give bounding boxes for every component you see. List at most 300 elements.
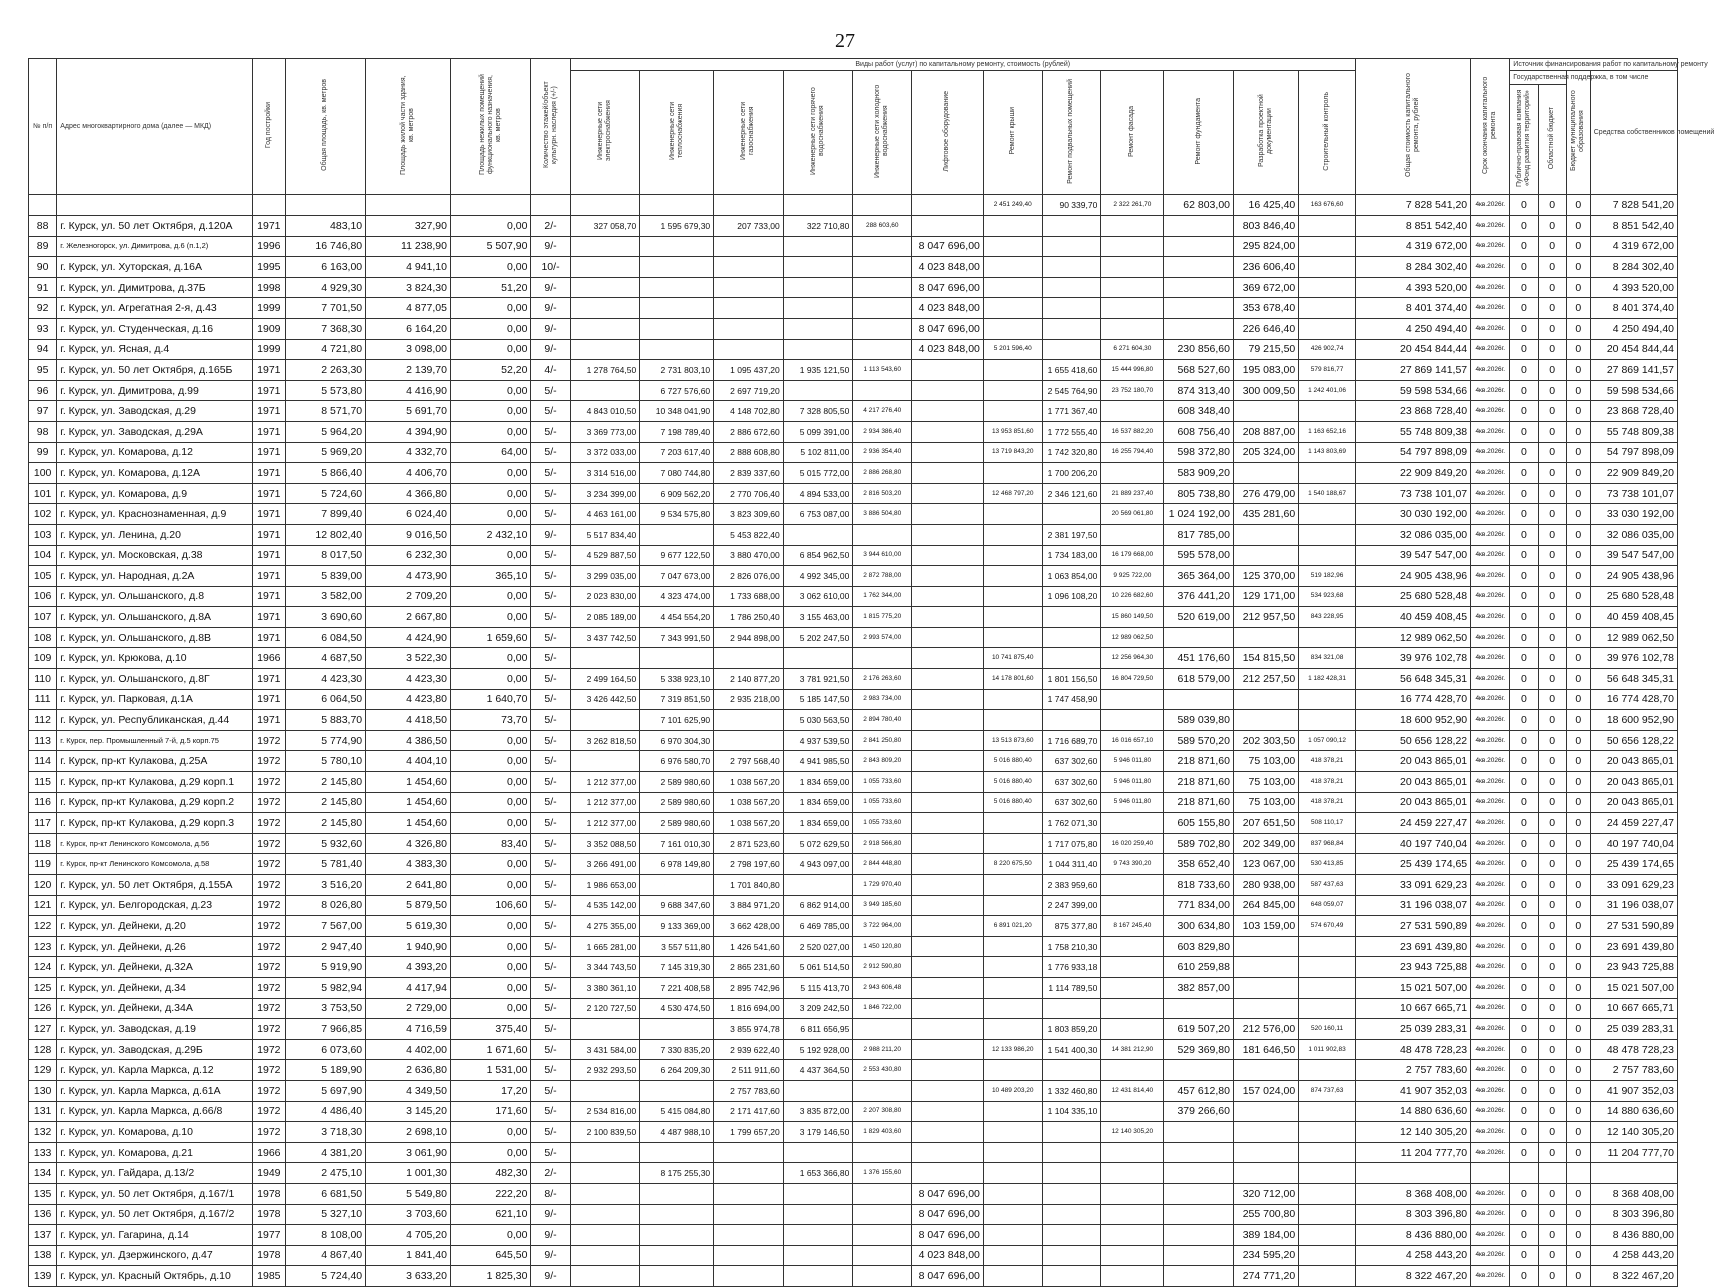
cell-year: 1972 — [253, 792, 286, 813]
cell-gas-cost: 207 733,00 — [714, 216, 784, 237]
cell-year: 1972 — [253, 772, 286, 793]
cell-cold-water-cost — [853, 298, 912, 319]
header-works-group: Виды работ (услуг) по капитальному ремонту, стоимость (рублей) — [570, 59, 1355, 71]
cell-row-number: 94 — [29, 339, 57, 360]
cell-roof-cost — [983, 710, 1042, 731]
cell-elec-cost: 2 120 727,50 — [570, 998, 640, 1019]
cell-hot-water-cost: 6 753 087,00 — [783, 504, 853, 525]
cell-row-number: 97 — [29, 401, 57, 422]
cell-cold-water-cost: 1 729 970,40 — [853, 875, 912, 896]
cell-total-cost: 54 797 898,09 — [1355, 442, 1470, 463]
cell-control-cost — [1299, 1204, 1356, 1225]
cell-year: 1998 — [253, 277, 286, 298]
cell-row-number: 93 — [29, 318, 57, 339]
header-funding-group: Источник финансирования работ по капитальному ремонту — [1510, 59, 1678, 71]
cell-living-area: 3 824,30 — [366, 277, 451, 298]
cell-deadline: 4кв.2026г. — [1471, 1101, 1510, 1122]
table-row — [29, 586, 1678, 607]
cell-facade-cost: 16 537 882,20 — [1101, 421, 1164, 442]
cell-facade-cost: 5 946 011,80 — [1101, 751, 1164, 772]
header-total-area: Общая площадь, кв. метров — [285, 59, 365, 195]
cell-deadline: 4кв.2026г. — [1471, 627, 1510, 648]
cell-row-number: 96 — [29, 380, 57, 401]
cell-elec-cost: 4 843 010,50 — [570, 401, 640, 422]
cell-hot-water-cost — [783, 1225, 853, 1246]
cell-basement-cost — [1042, 627, 1101, 648]
cell-design-cost: 369 672,00 — [1234, 277, 1299, 298]
cell-roof-cost: 10 489 203,20 — [983, 1080, 1042, 1101]
cell-owners-funds: 14 880 636,60 — [1590, 1101, 1677, 1122]
cell-living-area: 4 473,90 — [366, 566, 451, 587]
cell-cold-water-cost: 2 943 606,48 — [853, 977, 912, 998]
cell-address: г. Курск, ул. Краснознаменная, д.9 — [57, 504, 253, 525]
cell-cold-water-cost: 3 944 610,00 — [853, 545, 912, 566]
table-row — [29, 936, 1678, 957]
cell-lift-cost: 4 023 848,00 — [912, 257, 984, 278]
cell-living-area: 5 691,70 — [366, 401, 451, 422]
cell-facade-cost — [1101, 813, 1164, 834]
cell-total-area — [285, 195, 365, 216]
cell-control-cost — [1299, 1163, 1356, 1184]
table-row — [29, 380, 1678, 401]
cell-fund-reform: 0 — [1510, 318, 1538, 339]
cell-roof-cost — [983, 957, 1042, 978]
cell-gas-cost — [714, 710, 784, 731]
cell-municipal-budget: 0 — [1566, 1039, 1590, 1060]
cell-owners-funds — [1590, 1163, 1677, 1184]
cell-fund-reform: 0 — [1510, 545, 1538, 566]
cell-total-area: 3 516,20 — [285, 875, 365, 896]
cell-living-area: 3 522,30 — [366, 648, 451, 669]
cell-owners-funds: 39 976 102,78 — [1590, 648, 1677, 669]
cell-nonliving-area: 365,10 — [450, 566, 530, 587]
cell-cold-water-cost — [853, 339, 912, 360]
cell-heat-cost: 2 589 980,60 — [640, 772, 714, 793]
cell-facade-cost: 12 989 062,50 — [1101, 627, 1164, 648]
cell-owners-funds: 31 196 038,07 — [1590, 895, 1677, 916]
cell-basement-cost — [1042, 607, 1101, 628]
cell-foundation-cost: 529 369,80 — [1164, 1039, 1234, 1060]
cell-regional-budget: 0 — [1538, 483, 1566, 504]
cell-total-area: 4 486,40 — [285, 1101, 365, 1122]
cell-year: 1999 — [253, 298, 286, 319]
cell-floors: 9/- — [531, 318, 570, 339]
cell-address: г. Курск, ул. Карла Маркса, д.66/8 — [57, 1101, 253, 1122]
cell-regional-budget: 0 — [1538, 710, 1566, 731]
cell-year: 1971 — [253, 360, 286, 381]
cell-facade-cost — [1101, 1163, 1164, 1184]
cell-total-cost: 27 531 590,89 — [1355, 916, 1470, 937]
cell-control-cost — [1299, 1122, 1356, 1143]
cell-cold-water-cost: 4 217 276,40 — [853, 401, 912, 422]
cell-facade-cost — [1101, 875, 1164, 896]
cell-lift-cost — [912, 751, 984, 772]
cell-total-cost: 18 600 952,90 — [1355, 710, 1470, 731]
table-row — [29, 669, 1678, 690]
cell-regional-budget — [1538, 1163, 1566, 1184]
cell-elec-cost: 2 534 816,00 — [570, 1101, 640, 1122]
cell-municipal-budget: 0 — [1566, 586, 1590, 607]
cell-cold-water-cost: 2 886 268,80 — [853, 463, 912, 484]
cell-lift-cost — [912, 401, 984, 422]
cell-owners-funds: 11 204 777,70 — [1590, 1142, 1677, 1163]
cell-deadline — [1471, 1163, 1510, 1184]
cell-row-number: 108 — [29, 627, 57, 648]
cell-facade-cost — [1101, 463, 1164, 484]
cell-living-area: 4 423,80 — [366, 689, 451, 710]
cell-fund-reform: 0 — [1510, 483, 1538, 504]
cell-regional-budget: 0 — [1538, 1080, 1566, 1101]
cell-hot-water-cost: 7 328 805,50 — [783, 401, 853, 422]
cell-basement-cost: 2 383 959,60 — [1042, 875, 1101, 896]
cell-basement-cost: 1 700 206,20 — [1042, 463, 1101, 484]
cell-regional-budget: 0 — [1538, 586, 1566, 607]
cell-regional-budget: 0 — [1538, 504, 1566, 525]
cell-living-area: 4 941,10 — [366, 257, 451, 278]
table-row — [29, 298, 1678, 319]
cell-total-cost: 48 478 728,23 — [1355, 1039, 1470, 1060]
cell-basement-cost — [1042, 1163, 1101, 1184]
table-row — [29, 1163, 1678, 1184]
cell-municipal-budget: 0 — [1566, 607, 1590, 628]
table-row — [29, 895, 1678, 916]
cell-address: г. Курск, ул. Дейнеки, д.26 — [57, 936, 253, 957]
cell-fund-reform: 0 — [1510, 751, 1538, 772]
cell-elec-cost: 4 529 887,50 — [570, 545, 640, 566]
cell-roof-cost: 5 016 880,40 — [983, 772, 1042, 793]
cell-nonliving-area: 0,00 — [450, 1142, 530, 1163]
cell-design-cost: 154 815,50 — [1234, 648, 1299, 669]
cell-nonliving-area: 0,00 — [450, 669, 530, 690]
cell-municipal-budget: 0 — [1566, 1245, 1590, 1266]
cell-floors: 5/- — [531, 380, 570, 401]
cell-facade-cost: 9 925 722,00 — [1101, 566, 1164, 587]
cell-living-area: 4 406,70 — [366, 463, 451, 484]
cell-year: 1971 — [253, 483, 286, 504]
cell-lift-cost — [912, 833, 984, 854]
cell-total-cost: 32 086 035,00 — [1355, 524, 1470, 545]
cell-hot-water-cost: 5 185 147,50 — [783, 689, 853, 710]
cell-hot-water-cost: 6 862 914,00 — [783, 895, 853, 916]
cell-floors: 5/- — [531, 751, 570, 772]
cell-control-cost — [1299, 318, 1356, 339]
cell-fund-reform: 0 — [1510, 710, 1538, 731]
cell-lift-cost — [912, 545, 984, 566]
cell-deadline: 4кв.2026г. — [1471, 195, 1510, 216]
cell-municipal-budget: 0 — [1566, 792, 1590, 813]
cell-address: г. Курск, ул. 50 лет Октября, д.167/2 — [57, 1204, 253, 1225]
cell-basement-cost: 1 044 311,40 — [1042, 854, 1101, 875]
cell-address: г. Курск, ул. Ленина, д.20 — [57, 524, 253, 545]
cell-fund-reform: 0 — [1510, 957, 1538, 978]
cell-living-area: 5 549,80 — [366, 1183, 451, 1204]
cell-row-number: 103 — [29, 524, 57, 545]
cell-nonliving-area: 0,00 — [450, 483, 530, 504]
cell-lift-cost — [912, 483, 984, 504]
cell-lift-cost — [912, 957, 984, 978]
cell-roof-cost: 5 016 880,40 — [983, 751, 1042, 772]
cell-basement-cost: 1 771 367,40 — [1042, 401, 1101, 422]
cell-foundation-cost — [1164, 1266, 1234, 1287]
cell-total-area: 8 571,70 — [285, 401, 365, 422]
cell-floors: 5/- — [531, 813, 570, 834]
cell-facade-cost — [1101, 1101, 1164, 1122]
cell-roof-cost: 13 513 873,60 — [983, 730, 1042, 751]
cell-roof-cost: 13 953 851,60 — [983, 421, 1042, 442]
cell-fund-reform: 0 — [1510, 1101, 1538, 1122]
cell-total-area: 7 368,30 — [285, 318, 365, 339]
cell-hot-water-cost — [783, 298, 853, 319]
cell-design-cost: 205 324,00 — [1234, 442, 1299, 463]
cell-nonliving-area: 0,00 — [450, 977, 530, 998]
cell-roof-cost: 2 451 249,40 — [983, 195, 1042, 216]
cell-total-cost: 8 303 396,80 — [1355, 1204, 1470, 1225]
cell-fund-reform: 0 — [1510, 421, 1538, 442]
cell-floors: 9/- — [531, 236, 570, 257]
cell-elec-cost: 1 212 377,00 — [570, 813, 640, 834]
cell-owners-funds: 41 907 352,03 — [1590, 1080, 1677, 1101]
cell-control-cost — [1299, 463, 1356, 484]
cell-basement-cost — [1042, 1183, 1101, 1204]
cell-gas-cost: 2 895 742,96 — [714, 977, 784, 998]
cell-basement-cost: 1 762 071,30 — [1042, 813, 1101, 834]
cell-control-cost: 648 059,07 — [1299, 895, 1356, 916]
cell-fund-reform: 0 — [1510, 792, 1538, 813]
cell-lift-cost — [912, 195, 984, 216]
table-row — [29, 566, 1678, 587]
cell-facade-cost: 12 431 814,40 — [1101, 1080, 1164, 1101]
cell-deadline: 4кв.2026г. — [1471, 1142, 1510, 1163]
cell-foundation-cost: 230 856,60 — [1164, 339, 1234, 360]
header-cold-water: Инженерные сети холодного водоснабжения — [853, 71, 912, 195]
cell-regional-budget: 0 — [1538, 1183, 1566, 1204]
cell-year: 1972 — [253, 1039, 286, 1060]
cell-elec-cost: 3 426 442,50 — [570, 689, 640, 710]
cell-total-cost: 24 459 227,47 — [1355, 813, 1470, 834]
cell-deadline: 4кв.2026г. — [1471, 833, 1510, 854]
cell-floors: 5/- — [531, 936, 570, 957]
header-address: Адрес многоквартирного дома (далее — МКД) — [57, 59, 253, 195]
cell-facade-cost — [1101, 936, 1164, 957]
cell-hot-water-cost — [783, 648, 853, 669]
cell-heat-cost: 2 589 980,60 — [640, 792, 714, 813]
cell-total-area: 12 802,40 — [285, 524, 365, 545]
cell-municipal-budget: 0 — [1566, 1122, 1590, 1143]
cell-gas-cost: 2 798 197,60 — [714, 854, 784, 875]
cell-deadline: 4кв.2026г. — [1471, 1019, 1510, 1040]
cell-year: 1972 — [253, 916, 286, 937]
cell-total-cost: 73 738 101,07 — [1355, 483, 1470, 504]
cell-gas-cost — [714, 1245, 784, 1266]
cell-hot-water-cost: 5 202 247,50 — [783, 627, 853, 648]
cell-year: 1972 — [253, 1019, 286, 1040]
cell-fund-reform: 0 — [1510, 1122, 1538, 1143]
cell-deadline: 4кв.2026г. — [1471, 1183, 1510, 1204]
cell-control-cost: 1 143 803,69 — [1299, 442, 1356, 463]
cell-total-cost: 7 828 541,20 — [1355, 195, 1470, 216]
cell-owners-funds: 23 691 439,80 — [1590, 936, 1677, 957]
cell-year: 1971 — [253, 710, 286, 731]
header-state-support: Государственная поддержка, в том числе — [1510, 71, 1567, 85]
cell-living-area: 5 619,30 — [366, 916, 451, 937]
cell-nonliving-area: 1 671,60 — [450, 1039, 530, 1060]
cell-total-area: 5 724,60 — [285, 483, 365, 504]
cell-total-cost: 25 680 528,48 — [1355, 586, 1470, 607]
cell-foundation-cost — [1164, 1060, 1234, 1081]
cell-basement-cost: 2 381 197,50 — [1042, 524, 1101, 545]
cell-nonliving-area: 645,50 — [450, 1245, 530, 1266]
cell-elec-cost: 1 278 764,50 — [570, 360, 640, 381]
cell-foundation-cost: 610 259,88 — [1164, 957, 1234, 978]
cell-facade-cost: 8 167 245,40 — [1101, 916, 1164, 937]
cell-owners-funds: 59 598 534,66 — [1590, 380, 1677, 401]
cell-facade-cost: 12 140 305,20 — [1101, 1122, 1164, 1143]
table-row — [29, 442, 1678, 463]
cell-floors: 5/- — [531, 504, 570, 525]
cell-gas-cost: 2 865 231,60 — [714, 957, 784, 978]
cell-heat-cost: 6 727 576,60 — [640, 380, 714, 401]
cell-control-cost — [1299, 1225, 1356, 1246]
cell-address: г. Курск, пр-кт Кулакова, д.29 корп.2 — [57, 792, 253, 813]
cell-year: 1971 — [253, 586, 286, 607]
cell-basement-cost: 875 377,80 — [1042, 916, 1101, 937]
cell-foundation-cost: 595 578,00 — [1164, 545, 1234, 566]
cell-gas-cost: 2 839 337,60 — [714, 463, 784, 484]
cell-regional-budget: 0 — [1538, 875, 1566, 896]
cell-foundation-cost — [1164, 689, 1234, 710]
cell-owners-funds: 8 401 374,40 — [1590, 298, 1677, 319]
cell-gas-cost: 1 426 541,60 — [714, 936, 784, 957]
cell-basement-cost: 637 302,60 — [1042, 792, 1101, 813]
cell-hot-water-cost: 3 179 146,50 — [783, 1122, 853, 1143]
cell-row-number: 133 — [29, 1142, 57, 1163]
cell-facade-cost — [1101, 1060, 1164, 1081]
cell-floors: 5/- — [531, 401, 570, 422]
cell-deadline: 4кв.2026г. — [1471, 875, 1510, 896]
cell-basement-cost: 1 734 183,00 — [1042, 545, 1101, 566]
cell-year: 1972 — [253, 895, 286, 916]
cell-year: 1972 — [253, 751, 286, 772]
cell-elec-cost — [570, 751, 640, 772]
cell-regional-budget: 0 — [1538, 689, 1566, 710]
cell-fund-reform: 0 — [1510, 607, 1538, 628]
cell-hot-water-cost: 6 811 656,95 — [783, 1019, 853, 1040]
cell-facade-cost: 16 179 668,00 — [1101, 545, 1164, 566]
cell-nonliving-area: 621,10 — [450, 1204, 530, 1225]
cell-elec-cost: 3 314 516,00 — [570, 463, 640, 484]
cell-row-number: 104 — [29, 545, 57, 566]
cell-deadline: 4кв.2026г. — [1471, 1204, 1510, 1225]
cell-address: г. Курск, ул. Карла Маркса, д.61А — [57, 1080, 253, 1101]
cell-hot-water-cost — [783, 1142, 853, 1163]
cell-elec-cost — [570, 1163, 640, 1184]
cell-total-area: 8 026,80 — [285, 895, 365, 916]
cell-roof-cost: 5 016 880,40 — [983, 792, 1042, 813]
cell-hot-water-cost: 4 992 345,00 — [783, 566, 853, 587]
cell-deadline: 4кв.2026г. — [1471, 216, 1510, 237]
cell-nonliving-area: 0,00 — [450, 421, 530, 442]
cell-floors: 5/- — [531, 483, 570, 504]
cell-floors: 5/- — [531, 916, 570, 937]
table-row — [29, 360, 1678, 381]
cell-heat-cost: 7 330 835,20 — [640, 1039, 714, 1060]
cell-living-area: 1 454,60 — [366, 792, 451, 813]
cell-owners-funds: 8 322 467,20 — [1590, 1266, 1677, 1287]
cell-owners-funds: 18 600 952,90 — [1590, 710, 1677, 731]
cell-elec-cost — [570, 1266, 640, 1287]
cell-cold-water-cost: 3 722 964,00 — [853, 916, 912, 937]
cell-regional-budget: 0 — [1538, 1060, 1566, 1081]
cell-facade-cost — [1101, 1019, 1164, 1040]
table-row — [29, 421, 1678, 442]
cell-gas-cost: 1 733 688,00 — [714, 586, 784, 607]
cell-floors: 5/- — [531, 648, 570, 669]
cell-gas-cost: 3 662 428,00 — [714, 916, 784, 937]
cell-heat-cost — [640, 277, 714, 298]
cell-living-area: 1 454,60 — [366, 813, 451, 834]
cell-municipal-budget: 0 — [1566, 1266, 1590, 1287]
cell-basement-cost: 2 545 764,90 — [1042, 380, 1101, 401]
cell-heat-cost — [640, 1266, 714, 1287]
cell-fund-reform: 0 — [1510, 1204, 1538, 1225]
table-row — [29, 1060, 1678, 1081]
cell-foundation-cost: 382 857,00 — [1164, 977, 1234, 998]
cell-nonliving-area: 171,60 — [450, 1101, 530, 1122]
cell-address: г. Курск, пр-кт Ленинского Комсомола, д.56 — [57, 833, 253, 854]
cell-address: г. Курск, ул. Ольшанского, д.8А — [57, 607, 253, 628]
cell-deadline: 4кв.2026г. — [1471, 998, 1510, 1019]
cell-hot-water-cost — [783, 524, 853, 545]
cell-address: г. Курск, ул. Парковая, д.1А — [57, 689, 253, 710]
cell-control-cost — [1299, 936, 1356, 957]
cell-lift-cost: 8 047 696,00 — [912, 1225, 984, 1246]
cell-total-cost: 20 454 844,44 — [1355, 339, 1470, 360]
cell-heat-cost — [640, 257, 714, 278]
cell-deadline: 4кв.2026г. — [1471, 792, 1510, 813]
cell-row-number: 117 — [29, 813, 57, 834]
cell-municipal-budget: 0 — [1566, 957, 1590, 978]
cell-heat-cost: 8 175 255,30 — [640, 1163, 714, 1184]
cell-owners-funds: 16 774 428,70 — [1590, 689, 1677, 710]
cell-total-cost: 4 258 443,20 — [1355, 1245, 1470, 1266]
cell-lift-cost — [912, 380, 984, 401]
cell-fund-reform: 0 — [1510, 1266, 1538, 1287]
cell-deadline: 4кв.2026г. — [1471, 916, 1510, 937]
cell-gas-cost: 3 880 470,00 — [714, 545, 784, 566]
table-row — [29, 1039, 1678, 1060]
cell-heat-cost: 3 557 511,80 — [640, 936, 714, 957]
cell-deadline: 4кв.2026г. — [1471, 648, 1510, 669]
cell-fund-reform: 0 — [1510, 854, 1538, 875]
cell-hot-water-cost — [783, 1183, 853, 1204]
cell-cold-water-cost: 1 815 775,20 — [853, 607, 912, 628]
cell-elec-cost: 3 262 818,50 — [570, 730, 640, 751]
cell-year: 1971 — [253, 669, 286, 690]
cell-deadline: 4кв.2026г. — [1471, 854, 1510, 875]
cell-year: 1971 — [253, 545, 286, 566]
cell-lift-cost: 8 047 696,00 — [912, 1266, 984, 1287]
cell-nonliving-area: 0,00 — [450, 916, 530, 937]
cell-elec-cost: 3 372 033,00 — [570, 442, 640, 463]
cell-living-area: 4 705,20 — [366, 1225, 451, 1246]
cell-hot-water-cost — [783, 1080, 853, 1101]
cell-nonliving-area: 0,00 — [450, 545, 530, 566]
cell-row-number: 101 — [29, 483, 57, 504]
cell-total-cost: 39 976 102,78 — [1355, 648, 1470, 669]
cell-living-area: 3 145,20 — [366, 1101, 451, 1122]
cell-nonliving-area: 0,00 — [450, 318, 530, 339]
cell-design-cost — [1234, 627, 1299, 648]
